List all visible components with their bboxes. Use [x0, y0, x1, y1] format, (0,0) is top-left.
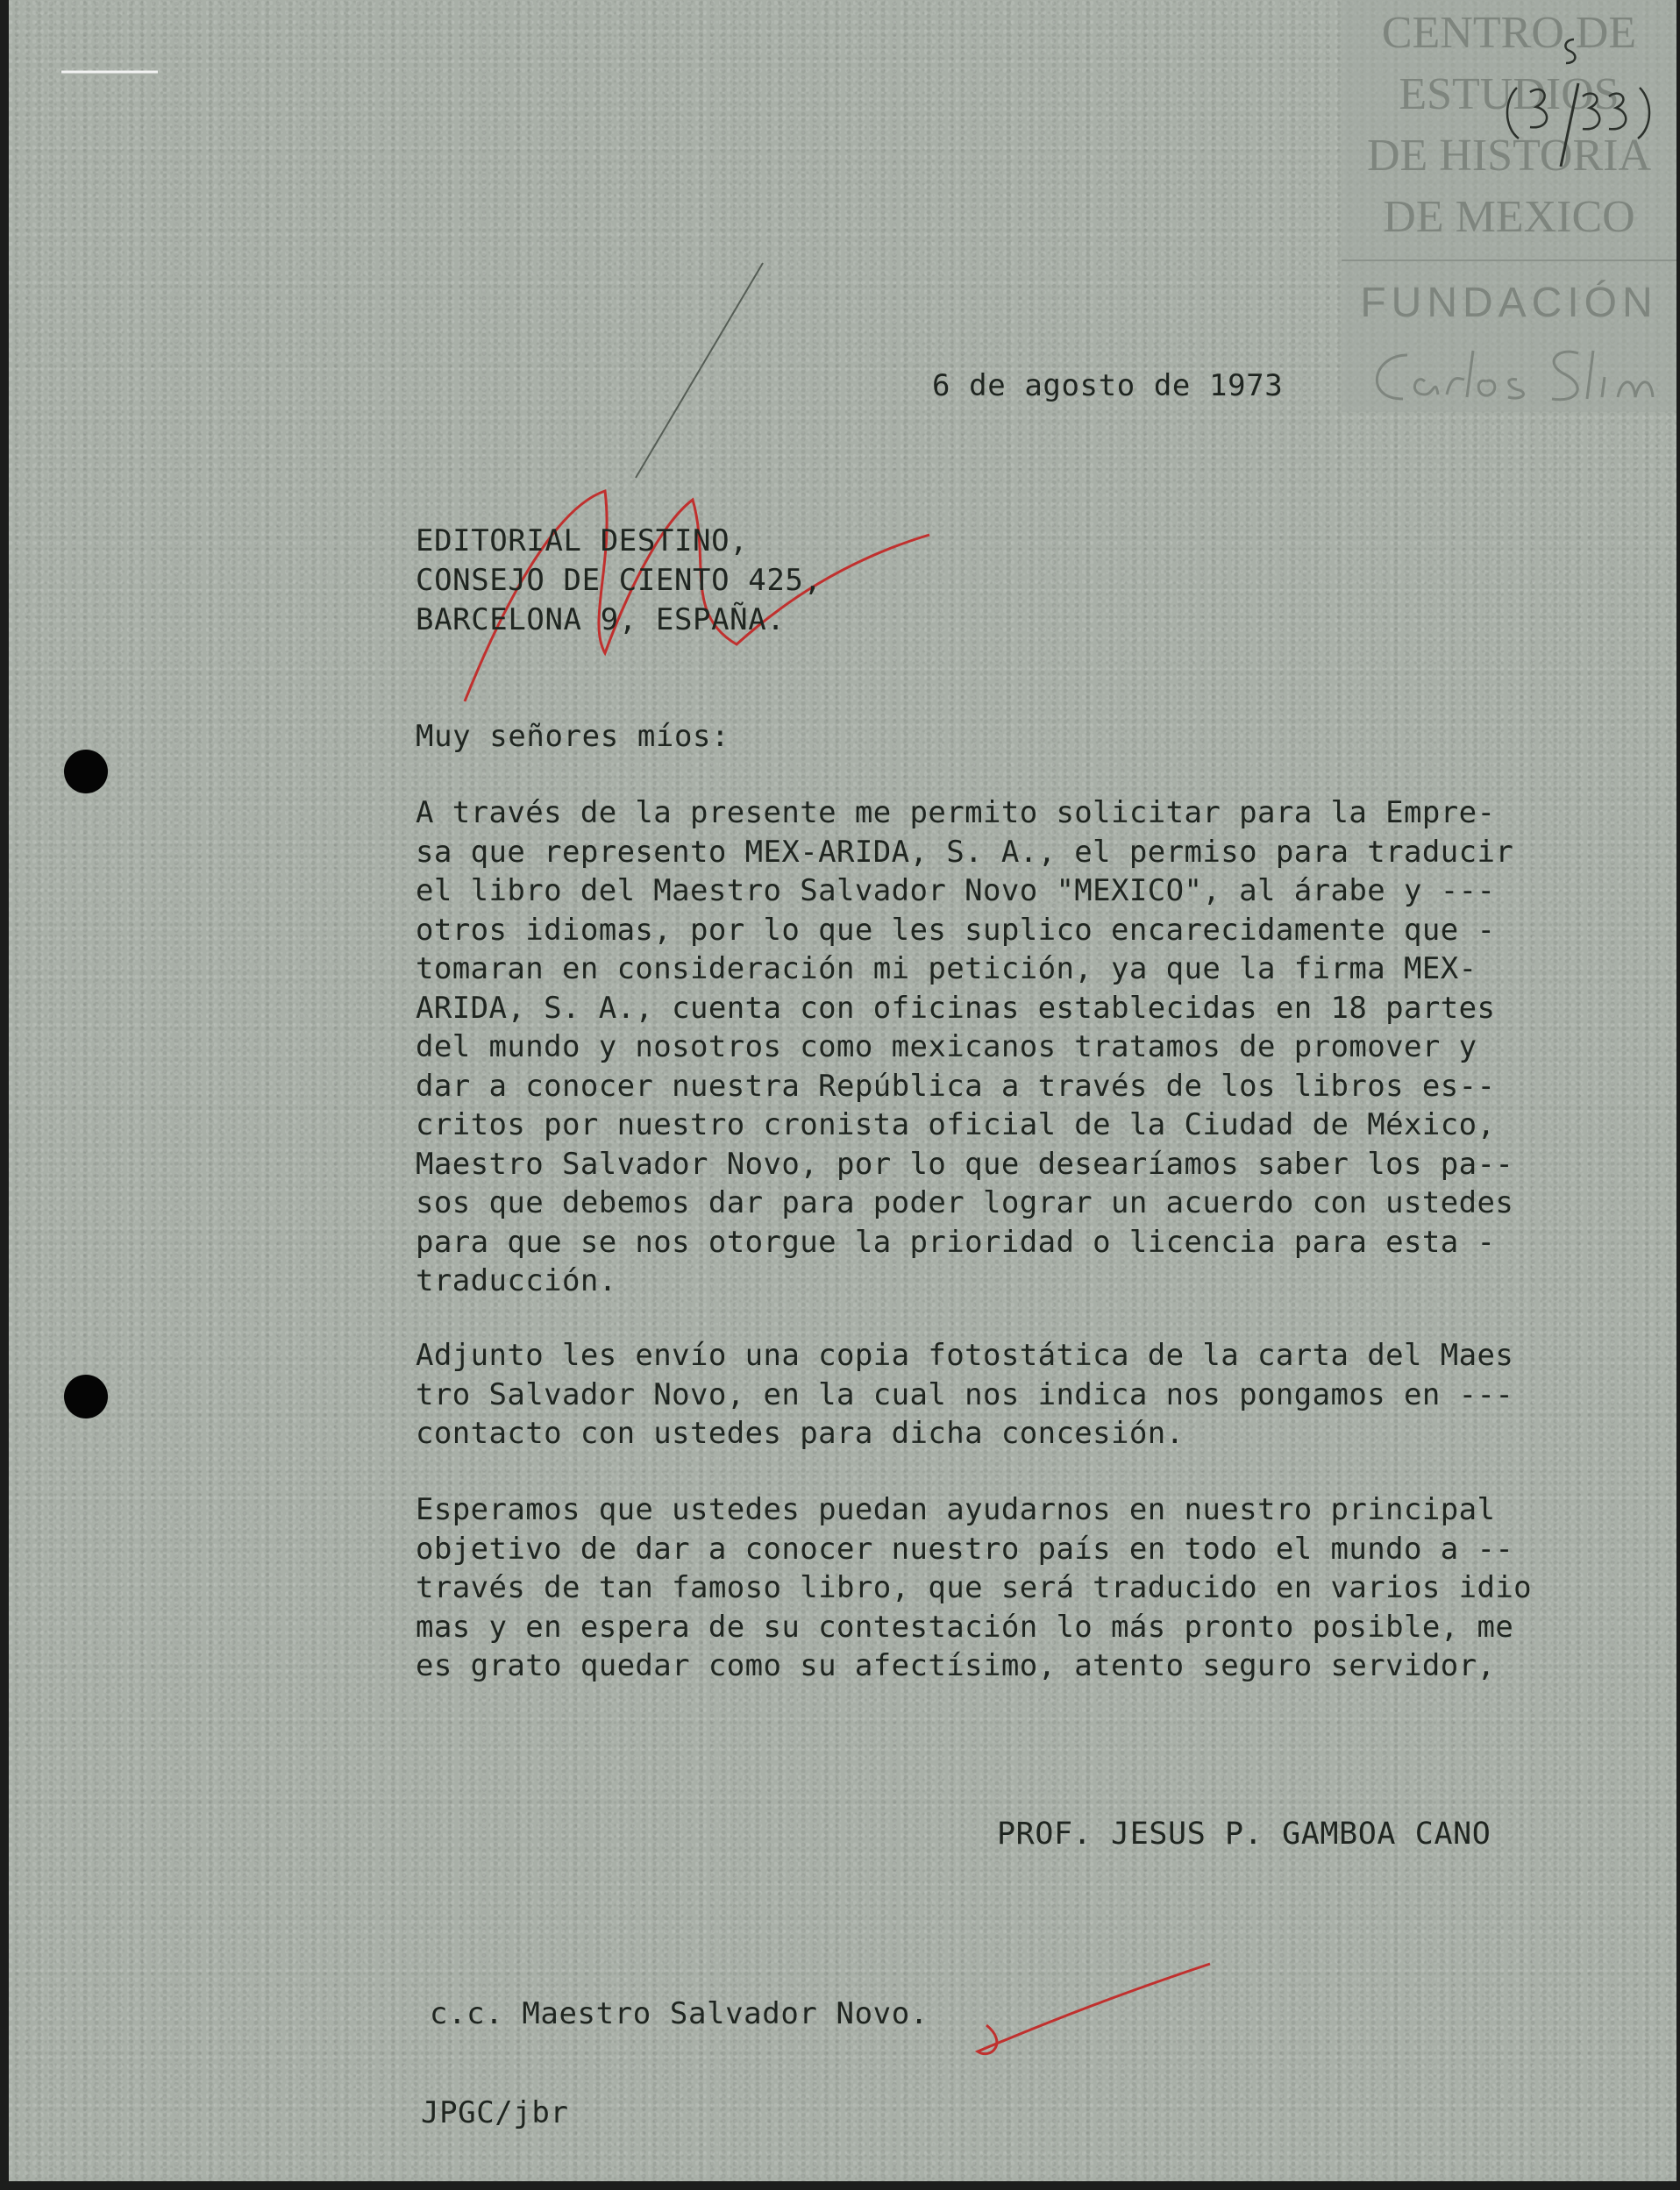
paragraph-line: traducción.: [416, 1263, 617, 1298]
recipient-line: BARCELONA 9, ESPAÑA.: [416, 602, 786, 637]
stamp-line: CENTRO DE: [1381, 8, 1637, 58]
paragraph-line: el libro del Maestro Salvador Novo "MEXICO", al árabe y ---: [416, 873, 1496, 908]
paragraph-line: sos que debemos dar para poder lograr un acuerdo con ustedes: [416, 1185, 1514, 1220]
carlos-slim-signature: [1355, 338, 1676, 416]
recipient-line: EDITORIAL DESTINO,: [416, 523, 749, 558]
recipient-line: CONSEJO DE CIENTO 425,: [416, 563, 822, 598]
red-check-mark: [978, 1964, 1210, 2054]
paragraph-line: Maestro Salvador Novo, por lo que desearíamos saber los pa--: [416, 1146, 1514, 1182]
stamp-line: ESTUDIOS: [1399, 69, 1619, 119]
paragraph-line: objetivo de dar a conocer nuestro país en todo el mundo a --: [416, 1531, 1514, 1567]
body-paragraph: [416, 1336, 1634, 1454]
stamp-line: DE HISTORIA: [1366, 131, 1652, 181]
signatory-name: PROF. JESUS P. GAMBOA CANO: [997, 1817, 1491, 1852]
paragraph-line: es grato quedar como su afectísimo, atento seguro servidor,: [416, 1648, 1496, 1683]
paragraph-line: dar a conocer nuestra República a través de los libros es--: [416, 1068, 1496, 1104]
stamp-line: DE MEXICO: [1383, 192, 1635, 242]
letter-sheet: [9, 0, 1676, 2181]
paragraph-line: través de tan famoso libro, que será traducido en varios idio: [416, 1570, 1533, 1605]
paragraph-line: otros idiomas, por lo que les suplico encarecidamente que -: [416, 912, 1496, 948]
paragraph-line: para que se nos otorgue la prioridad o licencia para esta -: [416, 1224, 1496, 1260]
paragraph-line: del mundo y nosotros como mexicanos tratamos de promover y: [416, 1029, 1477, 1064]
letter-date: 6 de agosto de 1973: [932, 368, 1284, 403]
paragraph-line: critos por nuestro cronista oficial de la Ciudad de México,: [416, 1107, 1496, 1142]
paragraph-line: sa que represento MEX-ARIDA, S. A., el permiso para traducir: [416, 834, 1514, 870]
paragraph-line: Esperamos que ustedes puedan ayudarnos en nuestro principal: [416, 1492, 1496, 1527]
paragraph-line: contacto con ustedes para dicha concesión.: [416, 1416, 1185, 1451]
typist-initials: JPGC/jbr: [421, 2095, 569, 2130]
paragraph-line: ARIDA, S. A., cuenta con oficinas establecidas en 18 partes: [416, 990, 1496, 1026]
body-paragraph: [416, 793, 1634, 1301]
archive-pencil-note: [1491, 35, 1666, 167]
graphite-stroke: [636, 263, 763, 478]
paragraph-line: tomaran en consideración mi petición, ya que la firma MEX-: [416, 951, 1477, 986]
stamp-divider: [1342, 260, 1676, 261]
paragraph-line: tro Salvador Novo, en la cual nos indica nos pongamos en ---: [416, 1376, 1514, 1412]
body-paragraph: [416, 1490, 1634, 1686]
paragraph-line: mas y en espera de su contestación lo más pronto posible, me: [416, 1609, 1514, 1645]
carbon-copy-line: c.c. Maestro Salvador Novo.: [430, 1996, 929, 2031]
paragraph-line: Adjunto les envío una copia fotostática de la carta del Maes: [416, 1338, 1514, 1373]
paragraph-line: A través de la presente me permito solicitar para la Empre-: [416, 795, 1496, 830]
salutation: Muy señores míos:: [416, 719, 730, 754]
stamp-fundacion: FUNDACIÓN: [1360, 280, 1658, 326]
